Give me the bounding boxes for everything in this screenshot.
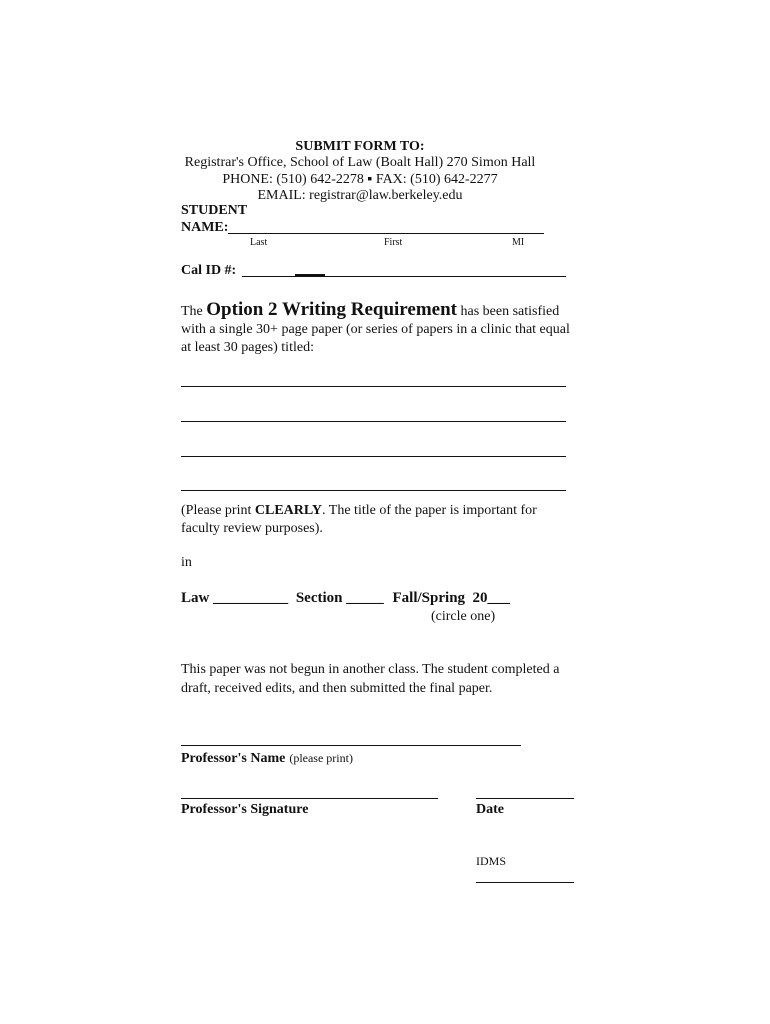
date-field[interactable] — [476, 798, 574, 799]
registrar-address: Registrar's Office, School of Law (Boalt Hall) 270 Simon Hall — [184, 155, 536, 170]
certification-line2: draft, received edits, and then submitted the final paper. — [181, 681, 493, 696]
statement-post: has been satisfied — [460, 304, 560, 319]
year-field[interactable]: ___ — [487, 590, 511, 606]
print-note-line1 — [181, 503, 537, 519]
student-sub-first: First — [384, 237, 403, 248]
student-name-field[interactable] — [228, 233, 544, 234]
phone-fax: PHONE: (510) 642-2278 ▪ FAX: (510) 642-2277 — [222, 172, 498, 187]
title-line-2[interactable] — [181, 421, 566, 422]
student-sub-last: Last — [250, 237, 268, 248]
print-note-emph: CLEARLY — [254, 503, 323, 518]
statement-pre: The — [181, 304, 203, 319]
cal-id-mark — [295, 274, 325, 276]
in-label: in — [181, 555, 192, 570]
idms-label: IDMS — [476, 854, 507, 868]
idms-field[interactable] — [476, 882, 574, 883]
law-label: Law — [181, 590, 210, 606]
title-line-3[interactable] — [181, 456, 566, 457]
print-note-post: . The title of the paper is important for — [322, 503, 537, 518]
student-label-line2: NAME: — [181, 220, 229, 235]
cal-id-field[interactable] — [242, 276, 566, 277]
professor-name-label: Professor's Name — [181, 751, 286, 766]
signature-label: Professor's Signature — [181, 802, 309, 817]
term-label: Fall/Spring 20 — [392, 590, 488, 606]
email: EMAIL: registrar@law.berkeley.edu — [257, 188, 463, 203]
title-line-1[interactable] — [181, 386, 566, 387]
statement-line1 — [181, 299, 559, 321]
section-field[interactable]: _____ — [346, 590, 384, 606]
cal-id-label: Cal ID #: — [181, 263, 237, 278]
section-label: Section — [295, 590, 343, 606]
professor-name-hint: (please print) — [289, 751, 353, 765]
circle-one-note: (circle one) — [431, 609, 496, 624]
statement-line3: at least 30 pages) titled: — [181, 340, 314, 355]
submit-heading: SUBMIT FORM TO: — [295, 139, 425, 154]
student-label-line1: STUDENT — [181, 203, 248, 218]
statement-line2: with a single 30+ page paper (or series of papers in a clinic that equal — [181, 322, 570, 337]
signature-field[interactable] — [181, 798, 438, 799]
print-note-pre: (Please print — [181, 503, 252, 518]
professor-name-field[interactable] — [181, 745, 521, 746]
law-number-field[interactable]: __________ — [213, 590, 289, 606]
option-2-heading: Option 2 Writing Requirement — [206, 299, 457, 320]
certification-line1: This paper was not begun in another class. The student completed a — [181, 662, 560, 677]
date-label: Date — [476, 802, 504, 817]
course-line — [181, 590, 510, 607]
title-line-4[interactable] — [181, 490, 566, 491]
student-sub-mi: MI — [512, 237, 525, 248]
print-note-line2: faculty review purposes). — [181, 521, 323, 536]
professor-name-row — [181, 749, 353, 767]
